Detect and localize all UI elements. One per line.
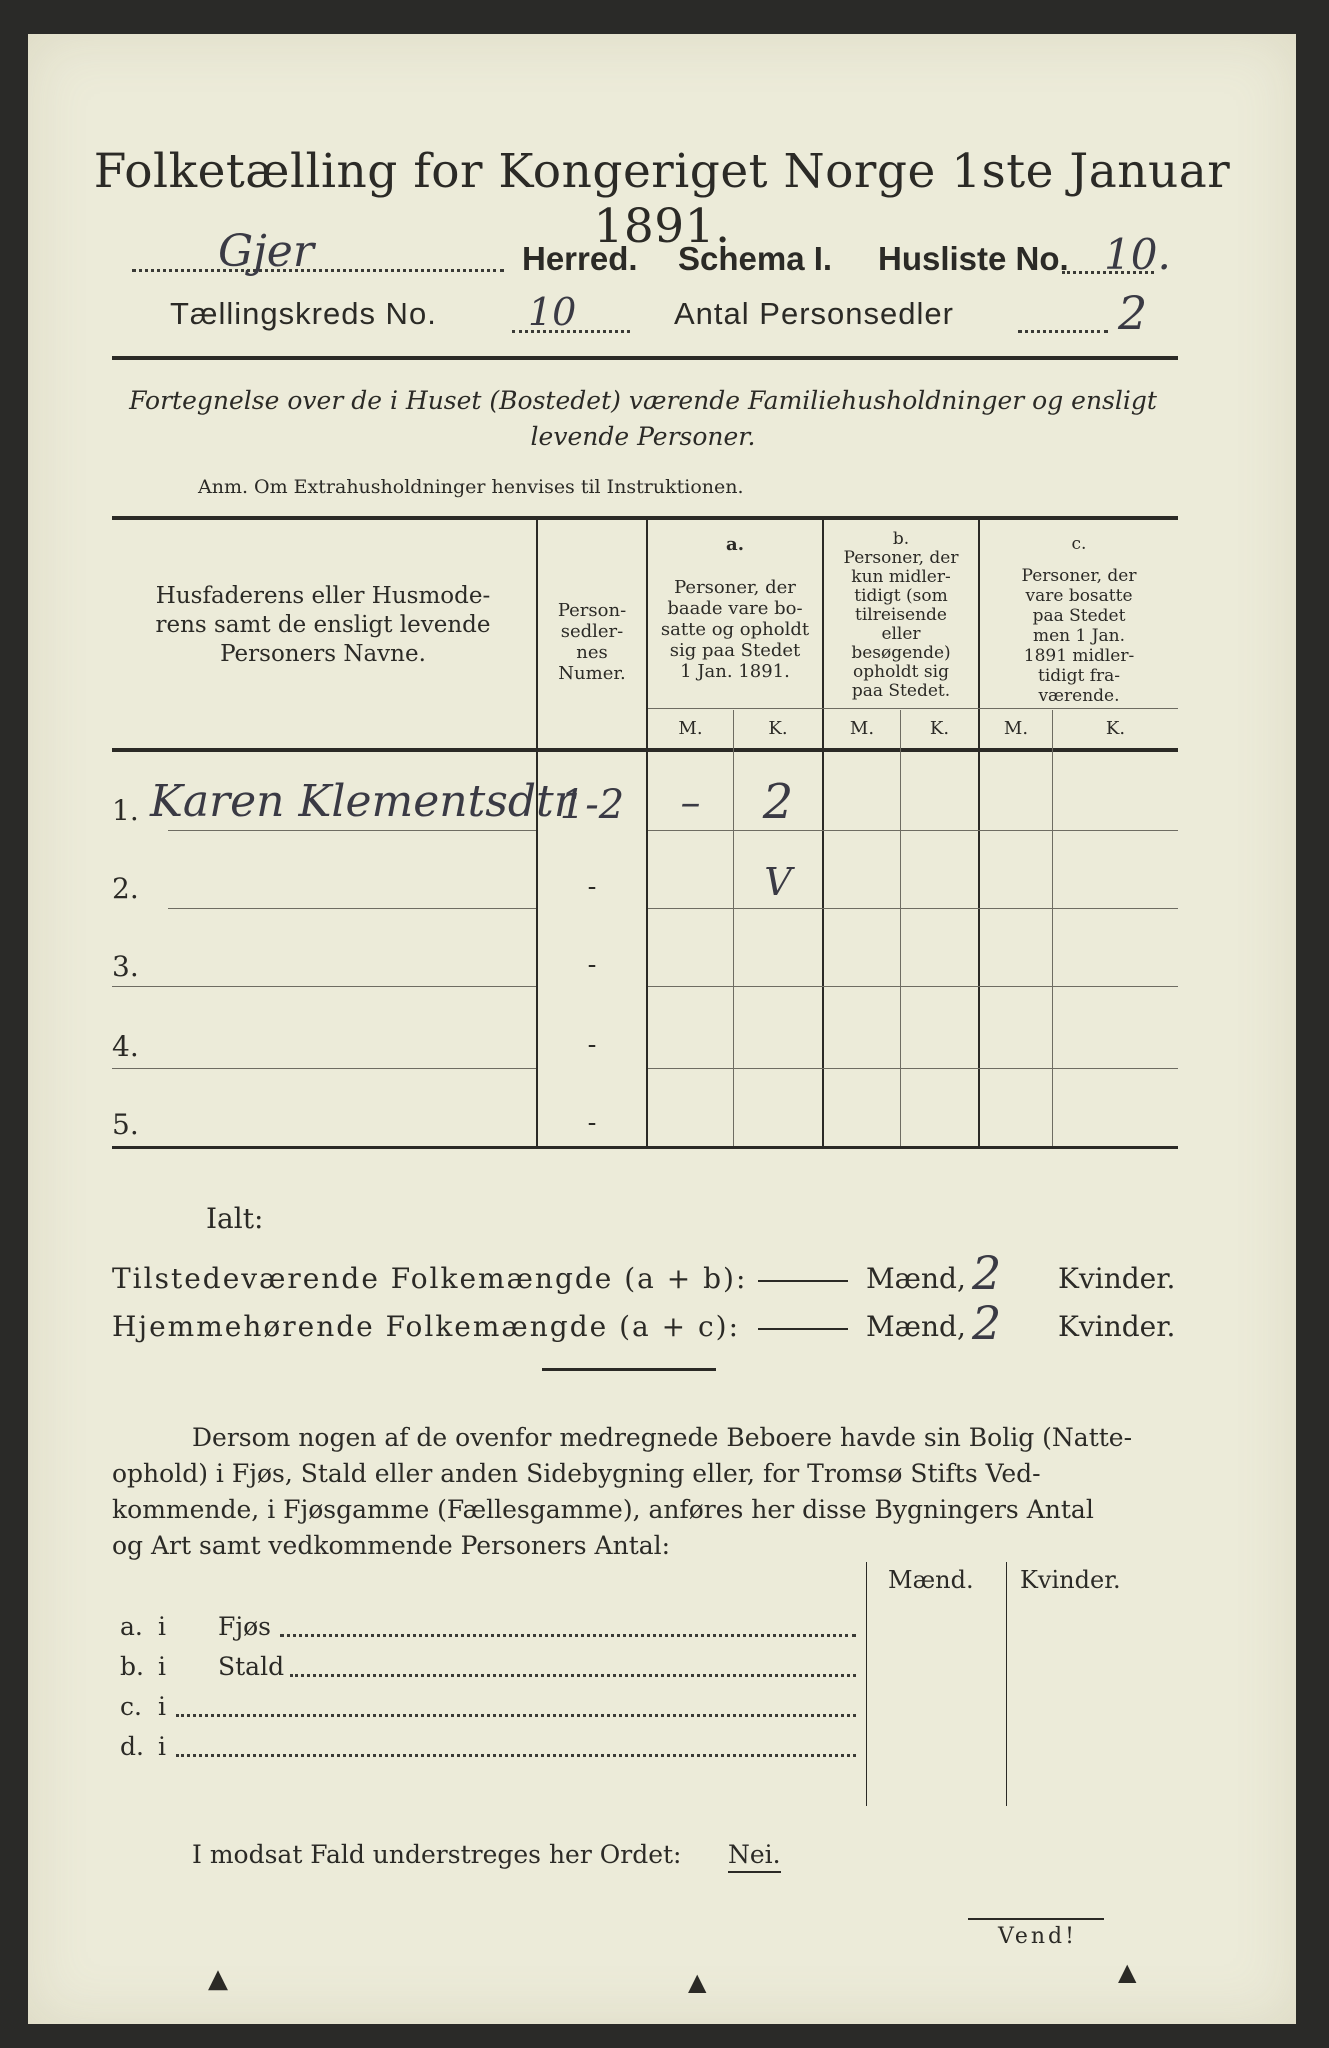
building-a-letter: a. <box>120 1612 143 1641</box>
nei-word: Nei. <box>728 1840 781 1873</box>
antal-field <box>1018 308 1108 333</box>
row-1-numer: 1-2 <box>559 782 625 828</box>
row-1-a-k: 2 <box>762 774 794 830</box>
hjemme-maend-label: Mænd, <box>866 1310 966 1343</box>
schema-label: Schema I. <box>678 240 833 277</box>
buildings-paragraph: Dersom nogen af de ovenfor medregnede Beboere havde sin Bolig (Natte- ophold) i Fjøs, Stald eller anden Sidebygning eller, for Tromsø Stifts Ved- kommende, i Fjøsgamme (Fællesgamme), anføres her disse Bygningers Antal og Art samt vedkommende Personers Antal: <box>112 1423 1133 1560</box>
building-a-dots <box>280 1630 856 1637</box>
vend-text: Vend! <box>998 1924 1077 1949</box>
col-header-numer: Person- sedler- nes Numer. <box>557 600 627 684</box>
anm-note: Anm. Om Extrahusholdninger henvises til Instruktionen. <box>198 476 744 498</box>
form-title: Folketælling for Kongeriget Norge 1ste Januar 1891. <box>93 144 1231 254</box>
building-a-label: Fjøs <box>218 1612 271 1641</box>
herred-field <box>132 239 504 272</box>
hjemme-kvinder-label: Kvinder. <box>1058 1310 1176 1343</box>
col-header-names: Husfaderens eller Husmode- rens samt de ensligt levende Personers Navne. <box>155 583 491 667</box>
buildings-kvinder-header: Kvinder. <box>1020 1566 1121 1594</box>
table-bottom-rule <box>112 1146 1178 1149</box>
b-m-header: M. <box>849 718 875 739</box>
hjemme-label: Hjemmehørende Folkemængde (a + c): <box>112 1310 740 1343</box>
hjemme-value: 2 <box>972 1296 1002 1350</box>
buildings-col-divider-1 <box>866 1562 867 1806</box>
row-rule-4b <box>648 1068 1178 1069</box>
building-d-prep: i <box>158 1732 166 1761</box>
kreds-value: 10 <box>528 290 577 334</box>
row-rule-4 <box>112 1068 536 1069</box>
row-4-numer: - <box>587 1030 597 1060</box>
buildings-col-divider-2 <box>1006 1562 1007 1806</box>
row-1-number: 1. <box>112 794 139 827</box>
row-rule-2b <box>648 908 1178 909</box>
col-divider-c-mk <box>1052 710 1053 1146</box>
intro-line-2: levende Personer. <box>530 422 756 451</box>
row-5-numer: - <box>587 1108 597 1138</box>
binding-mark-center-icon: ▲ <box>688 1968 707 1996</box>
col-divider-b-mk <box>900 710 901 1146</box>
building-c-dots <box>176 1710 856 1717</box>
husliste-value: 10. <box>1104 230 1171 279</box>
building-b-prep: i <box>158 1652 166 1681</box>
intro-line-1: Fortegnelse over de i Huset (Bostedet) værende Familiehusholdninger og ensligt <box>129 386 1157 415</box>
row-rule-2 <box>168 908 536 909</box>
row-2-a-k: V <box>764 860 792 904</box>
row-rule-3b <box>648 986 1178 987</box>
row-3-numer: - <box>587 950 597 980</box>
binding-mark-left-icon: ▲ <box>208 1964 228 1994</box>
table-header-rule <box>112 748 1178 752</box>
antal-label: Antal Personsedler <box>674 296 954 331</box>
c-k-header: K. <box>1105 718 1126 739</box>
tilstede-value: 2 <box>972 1246 1002 1300</box>
building-d-dots <box>176 1750 856 1757</box>
row-3-number: 3. <box>112 950 139 983</box>
kreds-label: Tællingskreds No. <box>170 296 437 331</box>
a-k-header: K. <box>768 718 788 739</box>
building-a-prep: i <box>158 1612 166 1641</box>
row-4-number: 4. <box>112 1030 139 1063</box>
tilstede-label: Tilstedeværende Folkemængde (a + b): <box>112 1262 748 1295</box>
c-m-header: M. <box>1003 718 1029 739</box>
row-2-numer: - <box>587 872 597 902</box>
hjemme-dash <box>758 1328 848 1330</box>
herred-label: Herred. <box>522 240 638 277</box>
tilstede-dash <box>758 1280 848 1282</box>
b-k-header: K. <box>929 718 950 739</box>
modsat-text: I modsat Fald understreges her Ordet: <box>192 1840 682 1869</box>
building-c-letter: c. <box>120 1692 142 1721</box>
binding-mark-right-icon: ▲ <box>1118 1958 1137 1986</box>
building-b-letter: b. <box>120 1652 144 1681</box>
row-rule-3 <box>112 986 536 987</box>
census-form-sheet <box>28 34 1296 2024</box>
row-rule-1b <box>648 830 1178 831</box>
antal-value: 2 <box>1118 286 1148 340</box>
table-top-rule <box>112 516 1178 520</box>
col-header-c: c. Personer, der vare bosatte paa Stedet men 1 Jan. 1891 midler- tidigt fra- værende. <box>1021 534 1137 706</box>
ialt-label: Ialt: <box>206 1202 264 1235</box>
tilstede-maend-label: Mænd, <box>866 1262 966 1295</box>
row-1-a-m: – <box>680 780 701 826</box>
vend-rule <box>968 1918 1104 1920</box>
husliste-label: Husliste No. <box>878 240 1069 277</box>
buildings-maend-header: Mænd. <box>888 1566 974 1594</box>
col-header-a: a. Personer, der baade vare bo- satte og opholdt sig paa Stedet 1 Jan. 1891. <box>660 534 810 682</box>
building-b-dots <box>290 1670 856 1677</box>
section-separator <box>542 1368 716 1371</box>
header-rule <box>112 356 1178 360</box>
building-c-prep: i <box>158 1692 166 1721</box>
row-1-name: Karen Klementsdtr <box>150 776 575 827</box>
col-header-b: b. Personer, der kun midler- tidigt (som tilreisende eller besøgende) opholdt sig paa Stedet. <box>843 529 959 701</box>
tilstede-kvinder-label: Kvinder. <box>1058 1262 1176 1295</box>
building-d-letter: d. <box>120 1732 144 1761</box>
row-5-number: 5. <box>112 1108 139 1141</box>
row-2-number: 2. <box>112 872 139 905</box>
a-m-header: M. <box>678 718 703 739</box>
herred-value: Gjer <box>218 226 314 277</box>
row-rule-1 <box>168 830 536 831</box>
building-b-label: Stald <box>218 1652 285 1681</box>
mk-header-rule <box>648 708 1178 709</box>
